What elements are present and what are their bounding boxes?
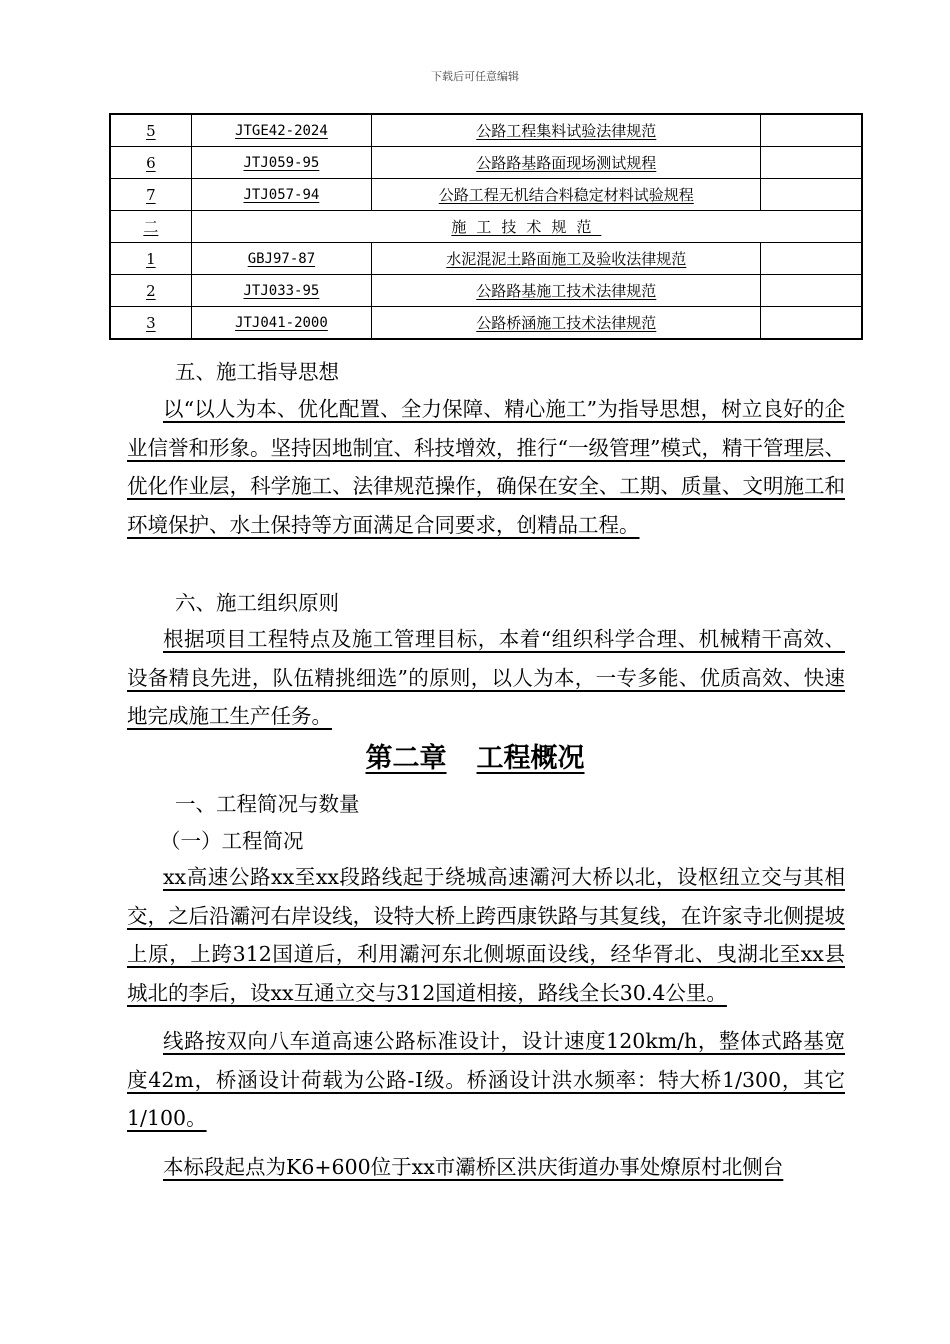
section-number: 二 bbox=[110, 211, 191, 243]
table-row bbox=[110, 307, 862, 340]
table-row bbox=[110, 147, 862, 179]
paragraph: xx高速公路xx至xx段路线起于绕城高速灞河大桥以北，设枢纽立交与其相交，之后沿灞河右岸设线，设特大桥上跨西康铁路与其复线，在许家寺北侧提坡上原，上跨312国道后，利用灞河东北侧塬面设线，经华胥北、曳湖北至xx县城北的李后，设xx互通立交与312国道相接，路线全长30.4公里。 bbox=[127, 865, 845, 1005]
standard-note bbox=[761, 243, 862, 275]
standard-code: JTJ033-95 bbox=[191, 275, 371, 307]
table-section-row bbox=[110, 211, 862, 243]
standard-note bbox=[761, 179, 862, 211]
standard-code: JTJ059-95 bbox=[191, 147, 371, 179]
chapter-name: 工程概况 bbox=[476, 743, 585, 774]
row-number: 5 bbox=[110, 114, 191, 147]
overview-body bbox=[127, 858, 845, 1186]
row-number: 2 bbox=[110, 275, 191, 307]
standard-name: 公路路基路面现场测试规程 bbox=[372, 147, 761, 179]
section-heading: 六、施工组织原则 bbox=[175, 591, 339, 615]
standard-note bbox=[761, 275, 862, 307]
standard-code: JTJ057-94 bbox=[191, 179, 371, 211]
table-row bbox=[110, 114, 862, 147]
row-number: 6 bbox=[110, 147, 191, 179]
standard-code: JTGE42-2024 bbox=[191, 114, 371, 147]
row-number: 7 bbox=[110, 179, 191, 211]
page-header: 下载后可任意编辑 bbox=[431, 70, 519, 83]
paragraph: 线路按双向八车道高速公路标准设计，设计速度120km/h，整体式路基宽度42m，桥涵设计荷载为公路-Ⅰ级。桥涵设计洪水频率：特大桥1/300，其它1/100。 bbox=[127, 1029, 845, 1130]
subsection-heading: 一、工程简况与数量 bbox=[175, 792, 360, 816]
row-number: 1 bbox=[110, 243, 191, 275]
subsection-heading: （一）工程简况 bbox=[160, 829, 304, 853]
chapter-title bbox=[0, 736, 950, 775]
chapter-number: 第二章 bbox=[365, 743, 447, 774]
standard-name: 公路路基施工技术法律规范 bbox=[372, 275, 761, 307]
standard-name: 公路工程无机结合料稳定材料试验规程 bbox=[372, 179, 761, 211]
section-title: 施工技术规范 bbox=[191, 211, 862, 243]
standard-code: GBJ97-87 bbox=[191, 243, 371, 275]
standard-note bbox=[761, 147, 862, 179]
standard-name: 公路工程集料试验法律规范 bbox=[372, 114, 761, 147]
standard-code: JTJ041-2000 bbox=[191, 307, 371, 340]
paragraph: 本标段起点为K6+600位于xx市灞桥区洪庆街道办事处燎原村北侧台 bbox=[163, 1154, 784, 1179]
table-row bbox=[110, 275, 862, 307]
section-body bbox=[127, 390, 845, 544]
row-number: 3 bbox=[110, 307, 191, 340]
paragraph: 根据项目工程特点及施工管理目标，本着“组织科学合理、机械精干高效、设备精良先进，队伍精挑细选”的原则，以人为本，一专多能、优质高效、快速地完成施工生产任务。 bbox=[127, 627, 845, 728]
paragraph: 以“以人为本、优化配置、全力保障、精心施工”为指导思想，树立良好的企业信誉和形象。坚持因地制宜、科技增效，推行“一级管理”模式，精干管理层、优化作业层，科学施工、法律规范操作，确保在安全、工期、质量、文明施工和环境保护、水土保持等方面满足合同要求，创精品工程。 bbox=[127, 397, 845, 537]
standard-note bbox=[761, 307, 862, 340]
section-body bbox=[127, 620, 845, 736]
table-row bbox=[110, 179, 862, 211]
standard-name: 公路桥涵施工技术法律规范 bbox=[372, 307, 761, 340]
standard-name: 水泥混泥土路面施工及验收法律规范 bbox=[372, 243, 761, 275]
standards-table bbox=[109, 113, 863, 340]
standard-note bbox=[761, 114, 862, 147]
section-heading: 五、施工指导思想 bbox=[175, 360, 339, 384]
table-row bbox=[110, 243, 862, 275]
